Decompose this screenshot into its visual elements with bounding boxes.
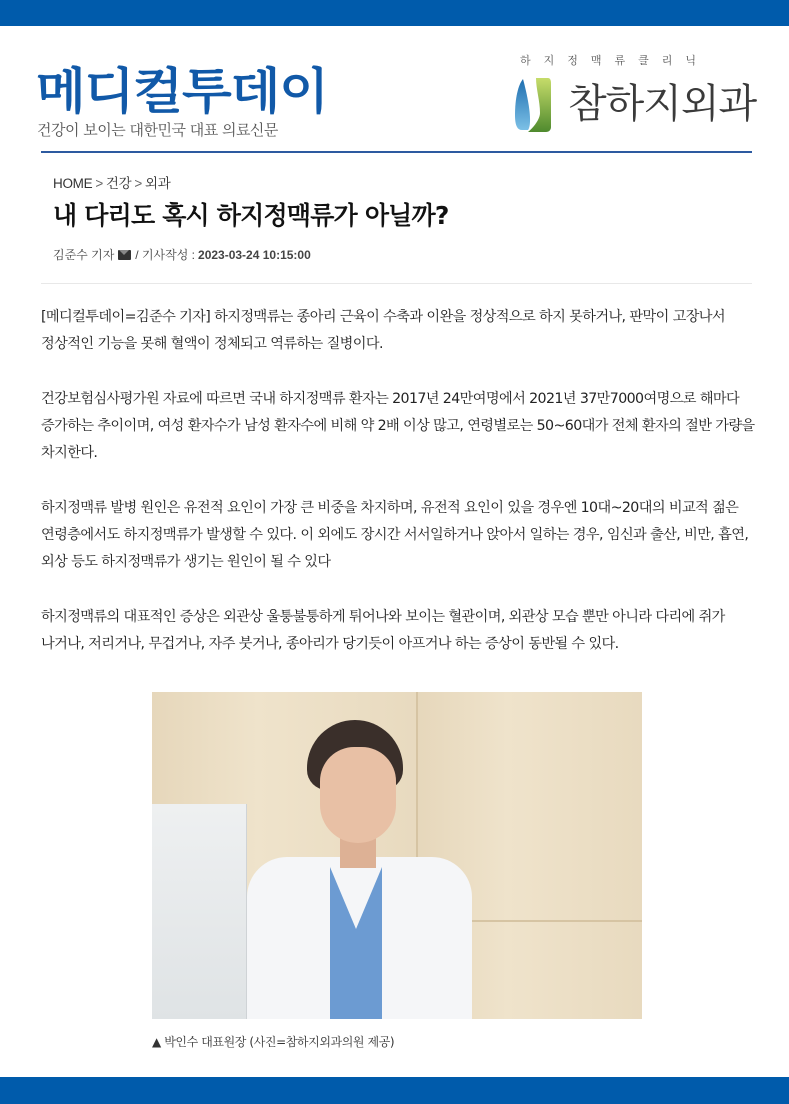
breadcrumb-surgery[interactable]: 외과	[144, 176, 171, 191]
article-paragraph: 하지정맥류 발병 원인은 유전적 요인이 가장 큰 비중을 차지하며, 유전적 요인이 있을 경우엔 10대~20대의 비교적 젊은 연령층에서도 하지정맥류가 발생할 수 있다. 이 외에도 장시간 서서일하거나 앉아서 일하는 경우, 임신과 출산, 비만, 흡연, 외상 등도 하지정맥류가 생기는 원인이 될 수 있다	[41, 500, 749, 570]
header-divider	[41, 151, 752, 153]
article-photo	[152, 692, 642, 1019]
breadcrumb-health[interactable]: 건강	[105, 176, 132, 191]
photo-doctor-face	[320, 747, 396, 843]
photo-caption: ▲ 박인수 대표원장 (사진=참하지외과의원 제공)	[152, 1035, 395, 1049]
envelope-icon[interactable]	[118, 250, 131, 260]
publish-date: 2023-03-24 10:15:00	[198, 247, 311, 262]
clinic-name[interactable]: 참하지외과	[568, 81, 757, 127]
date-label: / 기사작성 :	[135, 248, 196, 262]
article-paragraph: 건강보험심사평가원 자료에 따르면 국내 하지정맥류 환자는 2017년 24만여명에서 2021년 37만7000여명으로 해마다 증가하는 추이이며, 여성 환자수가 남성 환자수에 비해 약 2배 이상 많고, 연령별로는 50~60대가 전체 환자의 절반 가량을 차지한다.	[41, 391, 755, 461]
leg-shape-logo-icon	[514, 75, 552, 133]
article-title: 내 다리도 혹시 하지정맥류가 아닐까?	[53, 201, 449, 230]
breadcrumb-home[interactable]: HOME	[53, 176, 93, 191]
meta-divider	[41, 283, 752, 284]
article-body	[41, 304, 756, 686]
bottom-banner-bar	[0, 1077, 789, 1104]
article-byline	[53, 246, 311, 263]
author-name: 김준수 기자	[53, 248, 115, 262]
article-paragraph: [메디컬투데이=김준수 기자] 하지정맥류는 종아리 근육이 수축과 이완을 정상적으로 하지 못하거나, 판막이 고장나서 정상적인 기능을 못해 혈액이 정체되고 역류하는 질병이다.	[41, 309, 726, 352]
breadcrumb	[53, 172, 170, 192]
breadcrumb-separator: >	[134, 176, 142, 191]
site-logo[interactable]: 메디컬투데이	[36, 63, 328, 120]
clinic-subtitle: 하지정맥류클리닉	[520, 54, 710, 67]
photo-monitor	[152, 804, 247, 1019]
breadcrumb-separator: >	[95, 176, 103, 191]
top-banner-bar	[0, 0, 789, 26]
site-slogan: 건강이 보이는 대한민국 대표 의료신문	[37, 121, 278, 139]
article-paragraph: 하지정맥류의 대표적인 증상은 외관상 울퉁불퉁하게 튀어나와 보이는 혈관이며, 외관상 모습 뿐만 아니라 다리에 쥐가 나거나, 저리거나, 무겁거나, 자주 붓거나, 종아리가 당기듯이 아프거나 하는 증상이 동반될 수 있다.	[41, 609, 725, 652]
